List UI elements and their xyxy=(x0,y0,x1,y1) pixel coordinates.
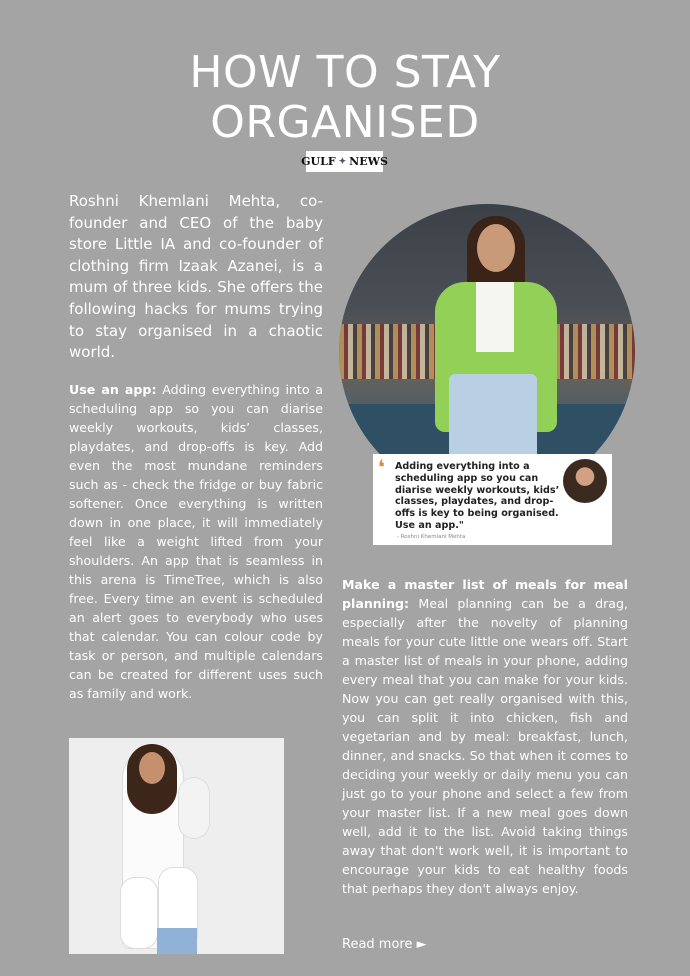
page-title xyxy=(0,48,690,148)
logo-text-left: GULF xyxy=(301,155,336,168)
title-line-2: ORGANISED xyxy=(210,97,480,148)
avatar xyxy=(563,459,607,503)
title-line-1: HOW TO STAY xyxy=(189,47,501,98)
family-photo xyxy=(69,738,284,954)
gulf-news-logo xyxy=(301,151,388,172)
person-shirt xyxy=(476,282,514,352)
intro-paragraph: Roshni Khemlani Mehta, co-founder and CEO of the baby store Little IA and co-founder of clothing firm Izaak Azanei, is a mum of three kids. She offers the following hacks for mums trying to stay organised in a chaotic world. xyxy=(69,192,323,362)
quote-attribution: - Roshni Khemlani Mehta xyxy=(397,534,466,540)
tip-meal-planning-text: Meal planning can be a drag, especially after the novelty of planning meals for your cute little one wears off. Start a master list of meals in your phone, adding every meal that you can make for your kids. Now you can get really organised with this, you can split it into chicken, fish and vegetarian and by meal: breakfast, lunch, dinner, and snacks. So that when it comes to deciding your weekly or daily menu you can just go to your phone and select a few from your master list. If a new meal goes down well, add it to the list. Avoid taking things away that don't work well, it is important to encourage your kids to eat healthy foods that perhaps they don't always enjoy. xyxy=(342,596,628,896)
emblem-icon: ✦ xyxy=(338,156,347,167)
tip-meal-planning xyxy=(342,575,628,898)
pull-quote xyxy=(373,454,612,545)
tip-use-app-text: Adding everything into a scheduling app so you can diarise weekly workouts, kids’ classes, playdates, and drop-offs is key. Add even the most mundane reminders such as - check the fridge or buy fabric softener. Once everything is written down in one place, it will immediately feel like a weight lifted from your shoulders. An app that is seamless in this arena is TimeTree, which is also free. Every time an event is scheduled an alert goes to everybody who uses that calendar. You can colour code by task or person, and multiple calendars can be created for different uses such as family and work. xyxy=(69,382,324,701)
mother-face xyxy=(139,752,165,784)
quote-icon: ❛ xyxy=(378,455,385,479)
person-head xyxy=(477,224,515,272)
tip-meal-planning-heading: Make a master list of meals for meal planning: xyxy=(342,577,628,611)
read-more-link[interactable]: Read more ► xyxy=(342,937,427,952)
child-jeans xyxy=(157,928,197,954)
child-figure-2 xyxy=(121,878,157,948)
logo-text-right: NEWS xyxy=(349,155,388,168)
tip-use-app xyxy=(69,380,323,703)
quote-text: Adding everything into a scheduling app so you can diarise weekly workouts, kids’ classes, playdates, and drop-offs is key to being organised. Use an app." xyxy=(395,461,560,531)
child-figure-1 xyxy=(179,778,209,838)
tip-use-app-heading: Use an app: xyxy=(69,382,157,397)
